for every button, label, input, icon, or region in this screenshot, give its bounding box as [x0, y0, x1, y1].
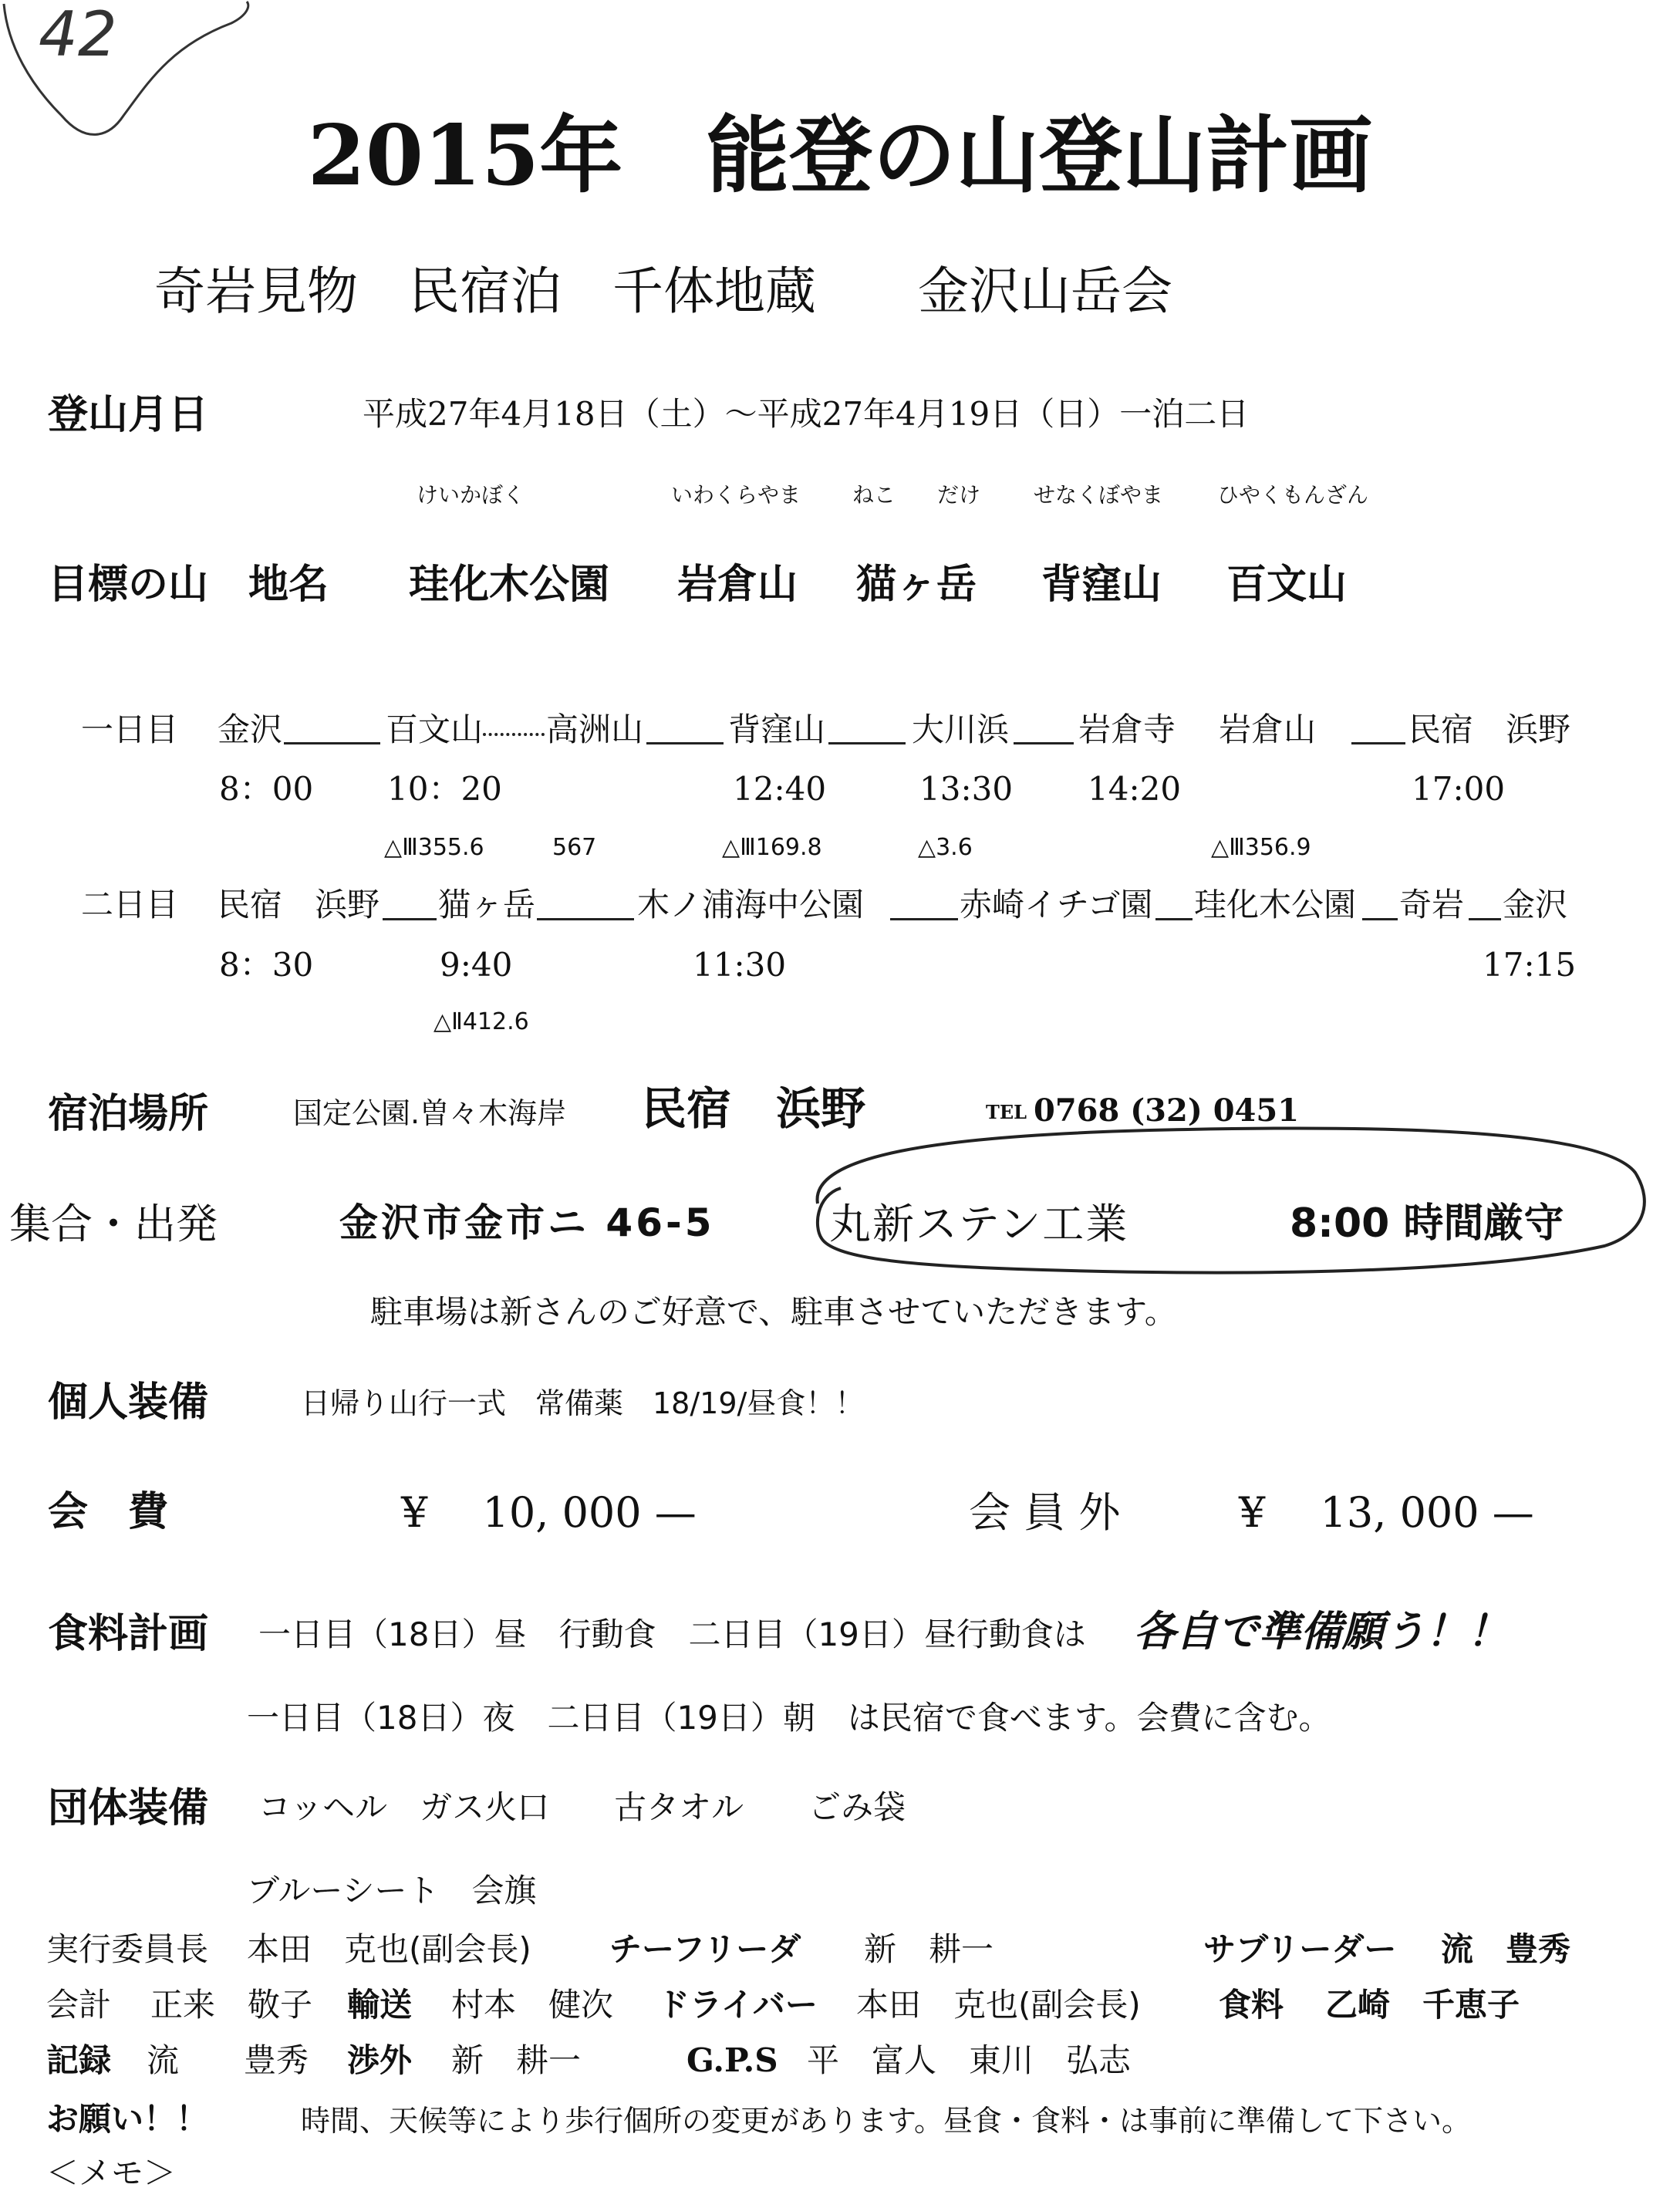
day1-stop-okawahama: 大川浜	[912, 711, 1010, 748]
day2-stop-nekogatake: 猫ヶ岳	[438, 886, 536, 923]
reading-dake: だけ	[937, 482, 981, 508]
food-label: 食料計画	[48, 1611, 209, 1657]
day2-time-kanazawa: 17:15	[1483, 946, 1577, 984]
staff-role: ドライバー	[657, 1986, 818, 2024]
day1-stop-minshuku: 民宿 浜野	[1408, 711, 1571, 748]
staff-role: 実行委員長	[46, 1930, 209, 1968]
group-gear-items1: コッヘル ガス火口 古タオル ごみ袋	[258, 1788, 906, 1826]
staff-name: 新 耕一	[451, 2041, 582, 2079]
route-line	[890, 918, 958, 920]
equipment-label: 個人装備	[48, 1379, 209, 1426]
staff-name: 流 豊秀	[1441, 1930, 1571, 1968]
staff-role: 記録	[46, 2041, 112, 2079]
day2-stop-kigan: 奇岩	[1399, 886, 1465, 923]
group-gear-items2: ブルーシート 会旗	[247, 1872, 537, 1909]
route-line	[1351, 742, 1405, 744]
day2-time-kinoura: 11:30	[693, 946, 787, 984]
day1-stop-hyakumon: 百文山	[386, 711, 484, 748]
day1-elevation-iwakurayama: △Ⅲ356.9	[1211, 834, 1311, 861]
day1-time-senakubo: 12:40	[733, 770, 827, 808]
route-line	[284, 742, 380, 744]
group-gear-label: 団体装備	[48, 1785, 209, 1832]
day1-stop-iwakuraji: 岩倉寺	[1078, 711, 1176, 748]
food-line1: 一日目（18日）昼 行動食 二日目（19日）昼行動食は	[258, 1615, 1086, 1653]
staff-name: 村本 健次	[451, 1986, 614, 2024]
day2-time-nekogatake: 9:40	[440, 946, 513, 984]
meeting-note: 駐車場は新さんのご好意で、駐車させていただきます。	[370, 1293, 1177, 1331]
phone-mark: TEL	[986, 1101, 1027, 1123]
memo-label: ＜メモ＞	[46, 2154, 177, 2192]
reading-senakubo: せなくぼやま	[1034, 482, 1164, 508]
day2-label: 二日目	[81, 886, 179, 923]
day2-stop-minshuku: 民宿 浜野	[218, 886, 380, 923]
day1-time-hyakumon: 10：20	[387, 770, 502, 808]
route-dotted-line	[483, 733, 545, 736]
staff-name: 本田 克也(副会長)	[247, 1930, 531, 1968]
reading-keikaboku: けいかぼく	[417, 482, 525, 508]
day1-time-iwakuraji: 14:20	[1088, 770, 1182, 808]
day2-time-minshuku: 8：30	[219, 946, 314, 984]
staff-name: 正来 敬子	[150, 1986, 313, 2024]
day1-stop-takasu: 高洲山	[546, 711, 644, 748]
route-line	[1014, 742, 1074, 744]
staff-name: 平 富人 東川 弘志	[807, 2041, 1132, 2079]
day1-stop-iwakurayama: 岩倉山	[1219, 711, 1317, 748]
day1-label: 一日目	[81, 711, 179, 748]
mountain-senakubo: 背窪山	[1041, 562, 1162, 608]
meeting-label: 集合・出発	[9, 1200, 218, 1248]
page-number: 42	[39, 0, 117, 70]
meeting-address: 金沢市金市ニ 46-5	[339, 1200, 715, 1245]
staff-role: 会計	[46, 1986, 112, 2024]
day2-stop-kanazawa: 金沢	[1503, 886, 1568, 923]
staff-role: 輸送	[347, 1986, 413, 2024]
mountains-label: 目標の山 地名	[48, 562, 329, 608]
day1-stop-senakubo: 背窪山	[728, 711, 826, 748]
reading-hyakumon: ひやくもんざん	[1217, 482, 1369, 508]
route-line	[383, 918, 437, 920]
staff-role: 渉外	[347, 2041, 413, 2079]
mountain-keikaboku: 珪化木公園	[409, 562, 610, 608]
lodging-name: 民宿 浜野	[642, 1082, 866, 1135]
equipment-value: 日帰り山行一式 常備薬 18/19/昼食！！	[301, 1386, 865, 1420]
route-line	[828, 742, 906, 744]
staff-name: 本田 克也(副会長)	[856, 1986, 1141, 2024]
day1-time-minshuku: 17:00	[1412, 770, 1506, 808]
mountain-iwakurayama: 岩倉山	[677, 562, 798, 608]
fee-nonmember: ¥ 13, 000 —	[1239, 1488, 1534, 1537]
meeting-time: 8:00 時間厳守	[1290, 1200, 1564, 1247]
meeting-place: 丸新ステン工業	[829, 1200, 1129, 1248]
route-line	[537, 918, 634, 920]
page-title: 2015年 能登の山登山計画	[307, 107, 1373, 204]
food-emphasis: 各自で準備願う！！	[1134, 1607, 1509, 1656]
fee-nonmember-label: 会 員 外	[969, 1488, 1121, 1537]
day1-time-okawahama: 13:30	[919, 770, 1014, 808]
fee-member: ¥ 10, 000 —	[401, 1488, 697, 1537]
lodging-phone: 0768 (32) 0451	[1034, 1092, 1300, 1129]
lodging-label: 宿泊場所	[48, 1091, 209, 1137]
staff-name: 乙崎 千恵子	[1325, 1986, 1520, 2024]
day2-elevation-nekogatake: △Ⅱ412.6	[433, 1008, 529, 1035]
day2-stop-keikaboku: 珪化木公園	[1194, 886, 1357, 923]
route-line	[1362, 918, 1398, 920]
day1-elevation-senakubo: △Ⅲ169.8	[722, 834, 822, 861]
subtitle: 奇岩見物 民宿泊 千体地蔵 金沢山岳会	[154, 262, 1172, 321]
day1-elevation-hyakumon: △Ⅲ355.6	[384, 834, 484, 861]
route-line	[1469, 918, 1501, 920]
dates-value: 平成27年4月18日（土）～平成27年4月19日（日）一泊二日	[363, 395, 1250, 433]
mountain-nekogatake: 猫ヶ岳	[856, 562, 977, 608]
day1-time-kanazawa: 8：00	[219, 770, 314, 808]
request-label: お願い！！	[46, 2100, 209, 2138]
day1-elevation-takasu: 567	[552, 834, 597, 861]
reading-neko: ねこ	[852, 482, 896, 508]
mountain-hyakumon: 百文山	[1226, 562, 1348, 608]
staff-name: 新 耕一	[864, 1930, 994, 1968]
day2-stop-akasaki: 赤崎イチゴ園	[960, 886, 1153, 923]
food-line2: 一日目（18日）夜 二日目（19日）朝 は民宿で食べます。会費に含む。	[247, 1699, 1331, 1737]
dates-label: 登山月日	[48, 392, 209, 438]
fee-label: 会 費	[48, 1489, 169, 1535]
staff-role: チーフリーダ	[609, 1930, 801, 1968]
day1-elevation-okawahama: △3.6	[918, 834, 973, 861]
reading-iwakurayama: いわくらやま	[671, 482, 801, 508]
day2-stop-kinoura: 木ノ浦海中公園	[637, 886, 865, 923]
staff-role: G.P.S	[687, 2041, 778, 2079]
route-line	[1155, 918, 1193, 920]
request-text: 時間、天候等により歩行個所の変更があります。昼食・食料・は事前に準備して下さい。	[301, 2104, 1471, 2138]
staff-role: 食料	[1219, 1986, 1284, 2024]
route-line	[646, 742, 724, 744]
staff-name: 流 豊秀	[147, 2041, 309, 2079]
staff-role: サブリーダー	[1203, 1930, 1397, 1968]
lodging-place: 国定公園.曽々木海岸	[293, 1096, 567, 1130]
day1-stop-kanazawa: 金沢	[218, 711, 283, 748]
